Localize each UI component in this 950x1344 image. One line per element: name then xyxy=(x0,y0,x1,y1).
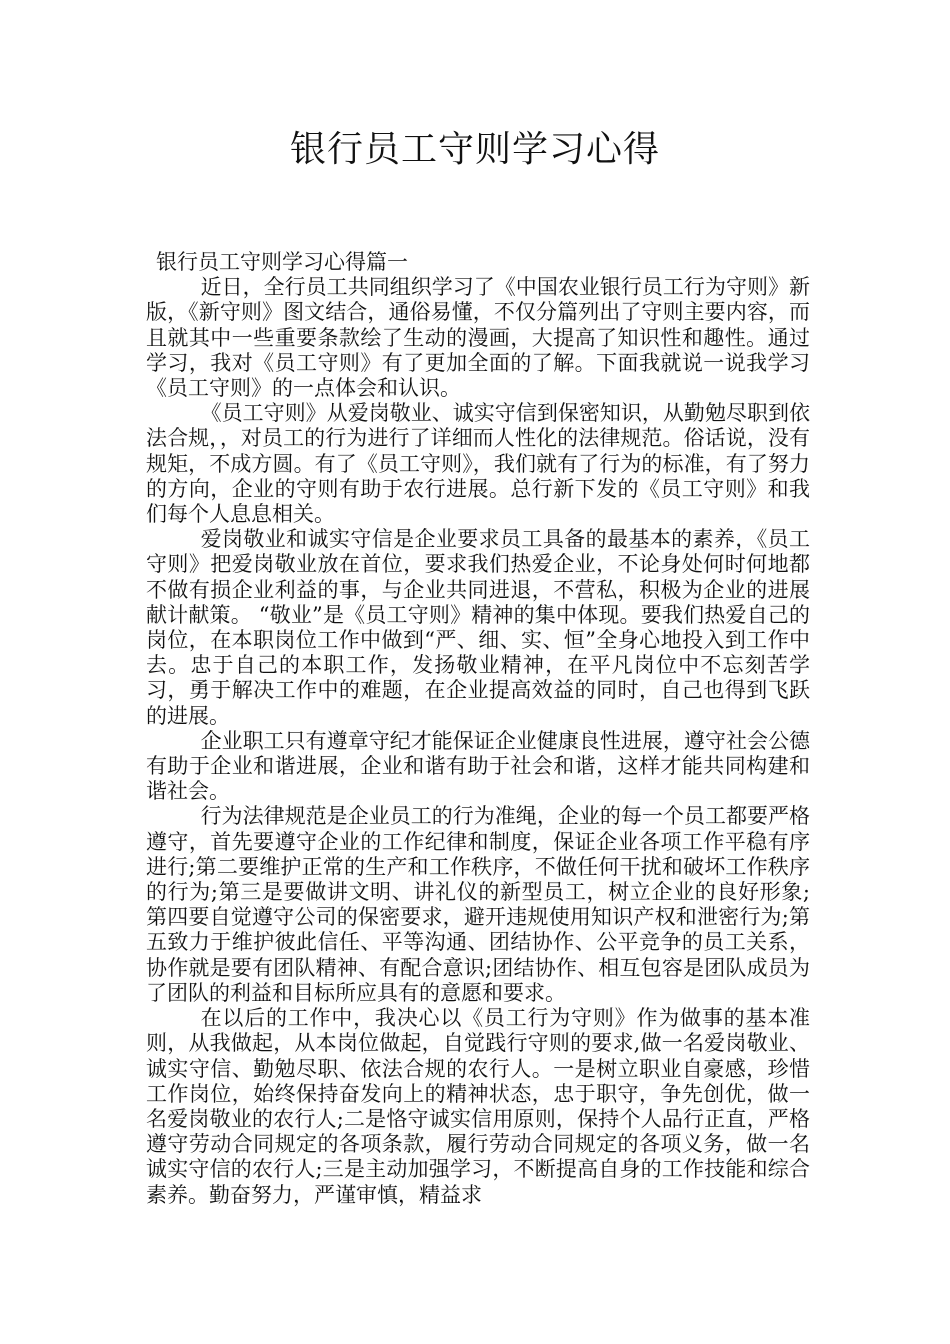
document-body xyxy=(146,250,810,1208)
paragraph-6: 在以后的工作中，我决心以《员工行为守则》作为做事的基本准则，从我做起，从本岗位做起，自觉践行守则的要求,做一名爱岗敬业、诚实守信、勤勉尽职、依法合规的农行人。一是树立职业自豪感，珍惜工作岗位，始终保持奋发向上的精神状态，忠于职守，争先创优，做一名爱岗敬业的农行人;二是恪守诚实信用原则，保持个人品行正直，严格遵守劳动合同规定的各项条款，履行劳动合同规定的各项义务，做一名诚实守信的农行人;三是主动加强学习，不断提高自身的工作技能和综合素养。勤奋努力，严谨审慎，精益求 xyxy=(146,1006,810,1207)
paragraph-4: 企业职工只有遵章守纪才能保证企业健康良性进展，遵守社会公德有助于企业和谐进展，企业和谐有助于社会和谐，这样才能共同构建和谐社会。 xyxy=(146,728,810,804)
paragraph-3: 爱岗敬业和诚实守信是企业要求员工具备的最基本的素养，《员工守则》把爱岗敬业放在首位，要求我们热爱企业，不论身处何时何地都不做有损企业利益的事，与企业共同进退，不营私，积极为企业的进展献计献策。 “敬业”是《员工守则》精神的集中体现。要我们热爱自己的岗位，在本职岗位工作中做到“严、细、实、恒”全身心地投入到工作中去。忠于自己的本职工作，发扬敬业精神，在平凡岗位中不忘刻苦学习，勇于解决工作中的难题，在企业提高效益的同时，自己也得到飞跃的进展。 xyxy=(146,527,810,728)
paragraph-2: 《员工守则》从爱岗敬业、诚实守信到保密知识，从勤勉尽职到依法合规，，对员工的行为进行了详细而人性化的法律规范。俗话说，没有规矩，不成方圆。有了《员工守则》，我们就有了行为的标准，有了努力的方向，企业的守则有助于农行进展。总行新下发的《员工守则》和我们每个人息息相关。 xyxy=(146,401,810,527)
document-title: 银行员工守则学习心得 xyxy=(289,129,660,170)
paragraph-5: 行为法律规范是企业员工的行为准绳，企业的每一个员工都要严格遵守，首先要遵守企业的工作纪律和制度，保证企业各项工作平稳有序进行;第二要维护正常的生产和工作秩序，不做任何干扰和破坏工作秩序的行为;第三是要做讲文明、讲礼仪的新型员工，树立企业的良好形象;第四要自觉遵守公司的保密要求，避开违规使用知识产权和泄密行为;第五致力于维护彼此信任、平等沟通、团结协作、公平竞争的员工关系，协作就是要有团队精神、有配合意识;团结协作、相互包容是团队成员为了团队的利益和目标所应具有的意愿和要求。 xyxy=(146,804,810,1005)
section-heading: 银行员工守则学习心得篇一 xyxy=(156,250,408,274)
paragraph-1: 近日，全行员工共同组织学习了《中国农业银行员工行为守则》新版，《新守则》图文结合，通俗易懂，不仅分篇列出了守则主要内容，而且就其中一些重要条款绘了生动的漫画，大提高了知识性和趣性。通过学习，我对《员工守则》有了更加全面的了解。下面我就说一说我学习《员工守则》的一点体会和认识。 xyxy=(146,275,810,401)
